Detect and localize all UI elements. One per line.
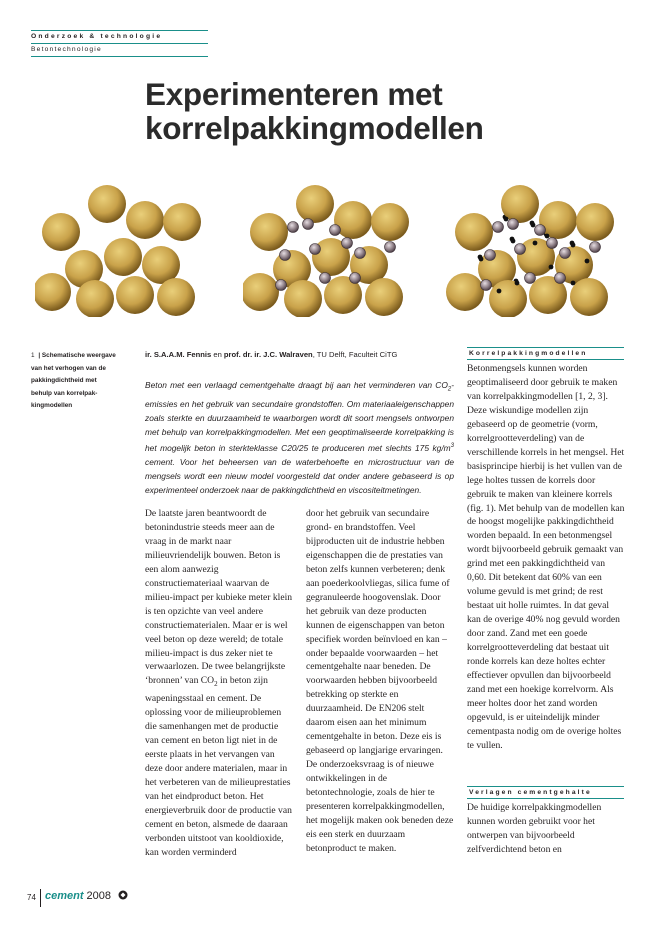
coarse-grain (489, 280, 527, 317)
medium-grain (485, 250, 496, 261)
fine-particle (545, 234, 550, 239)
header-rule-middle (31, 43, 208, 44)
medium-grain (310, 244, 321, 255)
medium-grain (525, 273, 536, 284)
subsection-label: Betontechnologie (31, 46, 102, 53)
fine-particle (511, 239, 516, 244)
sidebar-rule-2 (467, 359, 624, 360)
medium-grain (330, 225, 341, 236)
body-column-2 (306, 507, 454, 856)
intro-paragraph (145, 378, 454, 497)
intro-text-3: cement. Voor het beheersen van de waterbehoefte en microstructuur van de mengsels wordt een nieuw model voorgesteld dat onder andere gebaseerd is op experimenteel onderzoek naar de pakkingdichtheid en viscositeitmetingen. (145, 456, 454, 496)
fine-particle (504, 217, 509, 222)
coarse-grain (250, 213, 288, 251)
coarse-grain (35, 273, 71, 311)
sidebar-rule-1 (467, 347, 624, 348)
fine-particle (531, 223, 536, 228)
medium-grain (481, 280, 492, 291)
col2-text: door het gebruik van secundaire grond- en brandstoffen. Veel bijproducten uit de industrie hebben eigenschappen die de prestaties van beton zelfs kunnen verbeteren; denk aan poederkoolvliegas, silica fume of gegranuleerde hoogovenslak. Door het gebruik van deze producten kunnen de eigenschappen van beton specifiek worden beïnvloed en kan – onder bepaalde voorwaarden – het cementgehalte naar beneden. De voorwaarden hebben bijvoorbeeld betrekking op sterkte en duurzaamheid. De EN206 stelt daarom eisen aan het minimum cementgehalte in beton. Deze eis is gebaseerd op langjarige ervaringen. De onderzoeksvraag is of nieuwe ontwikkelingen in de betontechnologie, zoals de hier te presenteren korrelpakkingmodellen, het mogelijk maken ook beneden deze eis een sterk en duurzaam betonproduct te maken. (306, 508, 454, 854)
coarse-grain (243, 273, 279, 311)
coarse-grain (104, 238, 142, 276)
fine-particle (585, 259, 590, 264)
author-1: ir. S.A.A.M. Fennis (145, 350, 212, 359)
medium-grain (385, 242, 396, 253)
sidebar-text-1 (467, 362, 625, 753)
author-2: prof. dr. ir. J.C. Walraven (223, 350, 313, 359)
caption-line-5: kingmodellen (31, 402, 73, 410)
title-line-2: korrelpakkingmodellen (145, 110, 484, 146)
coarse-grain (88, 185, 126, 223)
coarse-grain (365, 278, 403, 316)
figure-caption: 1 | Schematische weergave van het verhogen van de pakkingdichtheid met behulp van korrelpak- kingmodellen (31, 352, 116, 410)
medium-grain (320, 273, 331, 284)
col1-text-a: De laatste jaren beantwoordt de betonindustrie steeds meer aan de vraag in de markt naar milieuvriendelijk bouwen. Beton is een alom aanwezig constructiemateriaal waarvan de milieu-impact per kubieke meter klein is ten opzichte van veel andere constructiematerialen. Maar er is wel veel beton op deze wereld; de totale milieu-impact is dus zeker niet te verwaarlozen. De twee belangrijkste ‘bronnen’ van CO (145, 508, 293, 687)
footer-divider (40, 889, 41, 907)
sidebar-rule-4 (467, 798, 624, 799)
intro-sub: 2 (447, 386, 452, 393)
coarse-grain (116, 276, 154, 314)
fine-particle (571, 281, 576, 286)
figure-packing-3 (446, 177, 621, 317)
coarse-grain (42, 213, 80, 251)
intro-text-2: -emissies en het gebruik van secundaire grondstoffen. Om materiaaleigenschappen zoals sterkte en duurzaamheid te waarborgen wordt dit soort mengsels ontworpen met behulp van korrelpakkingmodellen. Met een geoptimaliseerde korrelpakking is het mogelijk beton in sterkteklasse C20/25 te produceren met slechts 175 kg/m (145, 380, 454, 453)
article-title (145, 77, 484, 145)
figure-packing-1 (35, 177, 205, 317)
medium-grain (547, 238, 558, 249)
caption-line-1: Schematische weergave (41, 352, 116, 359)
coarse-grain (284, 280, 322, 317)
caption-line-4: behulp van korrelpak- (31, 389, 98, 397)
sidebar-paragraph-2: De huidige korrelpakkingmodellen kunnen worden gebruikt voor het ontwerpen van bijvoorbeeld zelfverdichtend beton en (467, 802, 602, 855)
coarse-grain (570, 278, 608, 316)
medium-grain (590, 242, 601, 253)
fine-particle (571, 243, 576, 248)
page-number: 74 (27, 893, 36, 902)
intro-sup: 3 (450, 443, 454, 450)
fine-particle (497, 289, 502, 294)
medium-grain (535, 225, 546, 236)
col1-text-b: in beton zijn wapeningsstaal en cement. De oplossing voor de milieuproblemen die samenhangen met de productie van cement en beton ligt niet in de eerste plaats in het vervangen van deze door andere materialen, maar in het verbeteren van de milieuprestaties van het eindproduct beton. Het energieverbruik door de productie van cement en beton, alsmede de daaraan verbonden uitstoot van kooldioxide, kan worden verminderd (145, 675, 292, 858)
medium-grain (560, 248, 571, 259)
figure-packing-2 (243, 177, 413, 317)
fine-particle (479, 257, 484, 262)
header-rule-bottom (31, 56, 208, 57)
medium-grain (276, 280, 287, 291)
coarse-grain (126, 201, 164, 239)
affiliation: , TU Delft, Faculteit CiTG (312, 350, 398, 359)
logo-icon (118, 890, 128, 900)
intro-text-1: Beton met een verlaagd cementgehalte draagt bij aan het verminderen van CO (145, 380, 448, 390)
medium-grain (555, 273, 566, 284)
medium-grain (342, 238, 353, 249)
coarse-grain (446, 273, 484, 311)
coarse-grain (576, 203, 614, 241)
medium-grain (303, 219, 314, 230)
sidebar-text-2 (467, 801, 625, 857)
sidebar-heading-1: Korrelpakkingmodellen (469, 350, 588, 357)
issue-year: 2008 (86, 890, 112, 902)
fine-particle (515, 281, 520, 286)
fine-particle (549, 265, 554, 270)
coarse-grain (371, 203, 409, 241)
byline (145, 350, 397, 359)
caption-line-2: van het verhogen van de (31, 364, 106, 372)
body-column-1 (145, 507, 293, 860)
medium-grain (508, 219, 519, 230)
caption-number: 1 (31, 352, 35, 359)
magazine-name (45, 890, 128, 902)
brand-text: cement (45, 890, 84, 902)
sidebar-heading-2: Verlagen cementgehalte (469, 789, 592, 796)
medium-grain (288, 222, 299, 233)
medium-grain (515, 244, 526, 255)
sidebar-paragraph-1: Betonmengsels kunnen worden geoptimaliseerd door gebruik te maken van korrelpakkingmodellen [1, 2, 3]. Deze wiskundige modellen zijn gebaseerd op de geometrie (vorm, korrelgrootteverdeling) van de verschillende korrels in het mengsel. Het basisprincipe hierbij is het vullen van de lege holtes tussen de korrels door gebruik te maken van kleinere korrels (fig. 1). Met behulp van de modellen kan de hoogst mogelijke pakkingdichtheid worden bepaald. In een betonmengsel wordt bijvoorbeeld gebruik gemaakt van grind met een pakkingdichtheid van 0,60. Dit betekent dat 60% van een volume gevuld is met grind; de rest bestaat uit holle ruimtes. In dat geval kan de overige 40% nog gevuld worden door zand. Zand met een goede korrelgrootteverdeling dat bestaat uit ronde korrels kan deze holtes echter effectiever opvullen dan bijvoorbeeld zand met een hoekige korrelvorm. Als meer holtes door het zand worden opgevuld, is er uiteindelijk minder cementpasta nodig om de overige holtes te vullen. (467, 363, 625, 751)
medium-grain (280, 250, 291, 261)
title-line-1: Experimenteren met (145, 76, 443, 112)
fine-particle (533, 241, 538, 246)
coarse-grain (455, 213, 493, 251)
section-label: Onderzoek & technologie (31, 33, 163, 40)
medium-grain (493, 222, 504, 233)
header-rule-top (31, 30, 208, 31)
sidebar-rule-3 (467, 786, 624, 787)
coarse-grain (76, 280, 114, 317)
byline-conj: en (211, 350, 224, 359)
coarse-grain (296, 185, 334, 223)
caption-line-3: pakkingdichtheid met (31, 377, 97, 385)
medium-grain (355, 248, 366, 259)
medium-grain (350, 273, 361, 284)
col1-sub: 2 (214, 680, 218, 689)
coarse-grain (163, 203, 201, 241)
coarse-grain (157, 278, 195, 316)
